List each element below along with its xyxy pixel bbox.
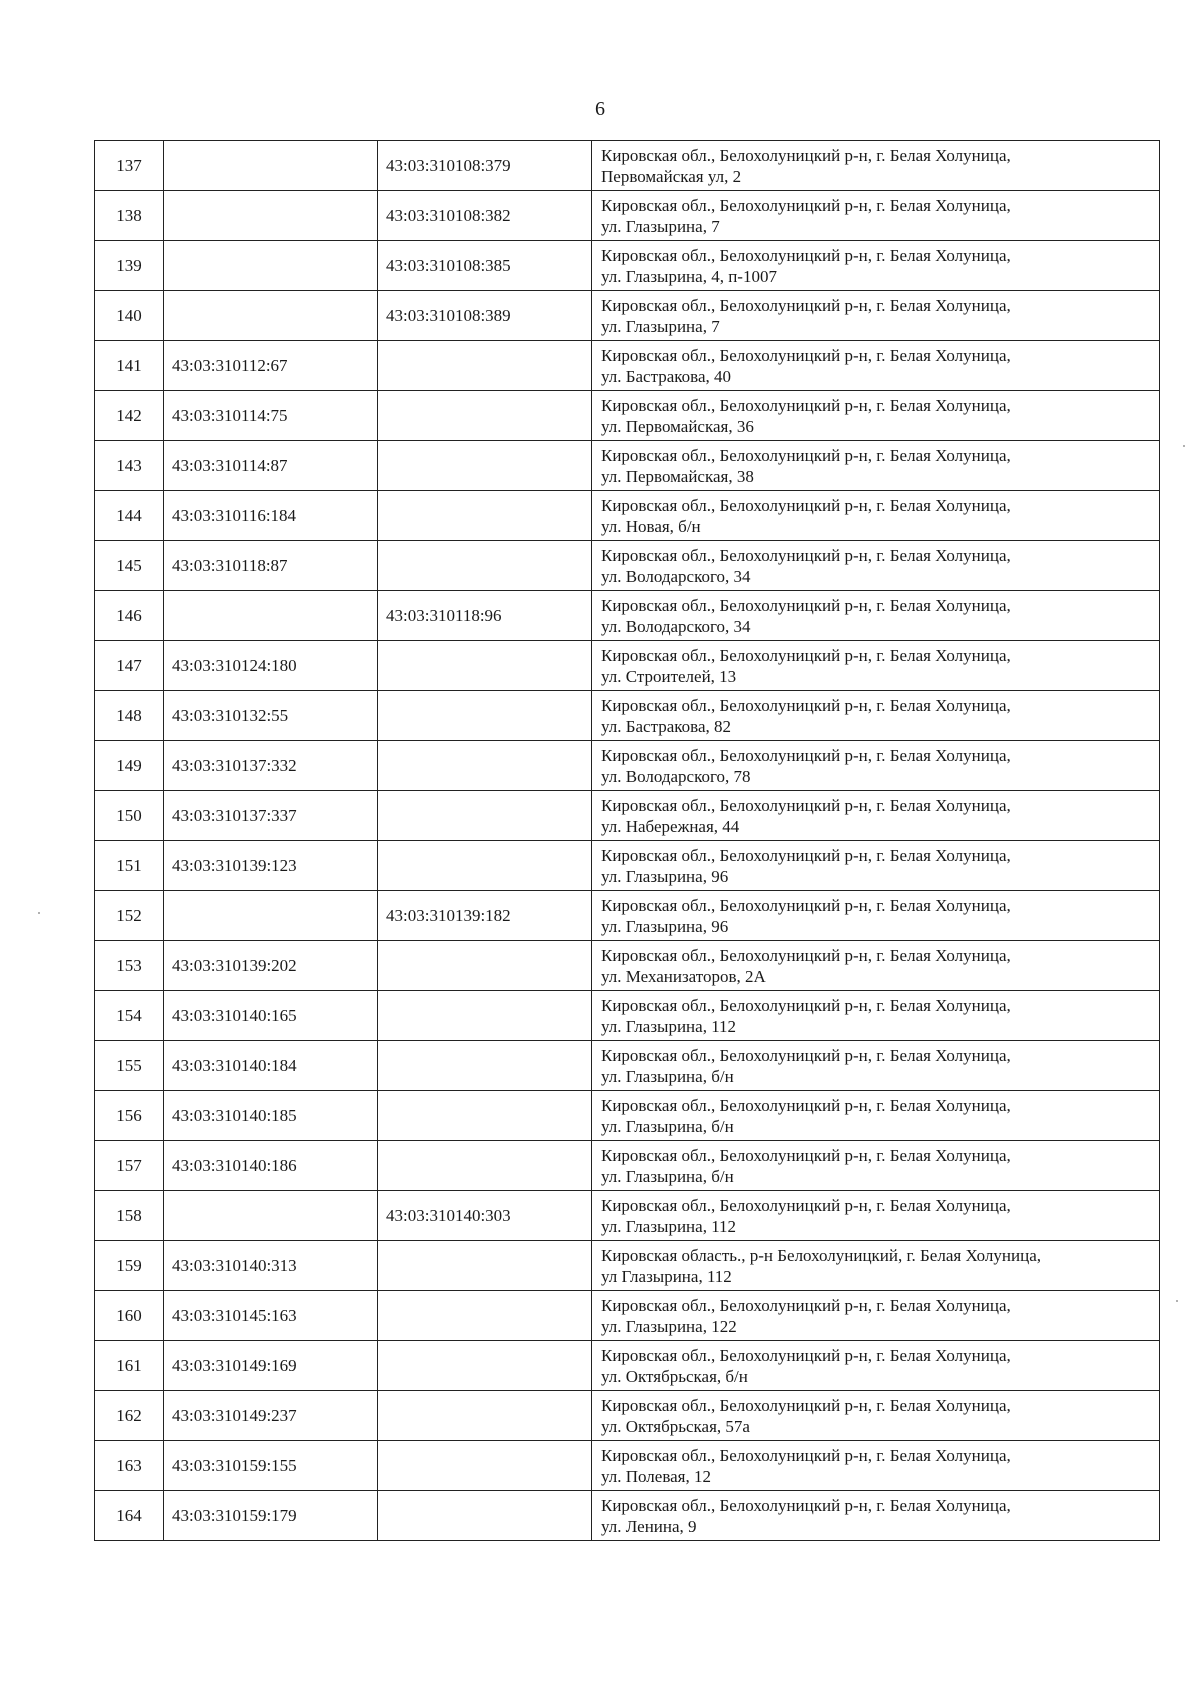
cadastral-number-secondary-cell: [378, 441, 592, 491]
address-line-2: ул. Первомайская, 36: [601, 416, 754, 436]
row-number-cell: 155: [95, 1041, 164, 1091]
address-line-1: Кировская обл., Белохолуницкий р-н, г. Белая Холуница,: [601, 1495, 1011, 1515]
address-line-1: Кировская обл., Белохолуницкий р-н, г. Белая Холуница,: [601, 495, 1011, 515]
row-number-cell: 137: [95, 141, 164, 191]
row-number-cell: 141: [95, 341, 164, 391]
table-row: [95, 191, 1160, 241]
address-cell: [592, 841, 1160, 891]
table-row: [95, 1291, 1160, 1341]
address-cell: [592, 891, 1160, 941]
address-cell: [592, 391, 1160, 441]
cadastral-number-cell: [164, 241, 378, 291]
address-line-1: Кировская обл., Белохолуницкий р-н, г. Белая Холуница,: [601, 1195, 1011, 1215]
cadastral-number-cell: 43:03:310140:186: [164, 1141, 378, 1191]
table-row: [95, 1091, 1160, 1141]
cadastral-number-cell: 43:03:310124:180: [164, 641, 378, 691]
cadastral-number-cell: 43:03:310114:75: [164, 391, 378, 441]
cadastral-number-secondary-cell: 43:03:310108:385: [378, 241, 592, 291]
scan-speck: [1176, 1300, 1178, 1302]
address-line-1: Кировская обл., Белохолуницкий р-н, г. Белая Холуница,: [601, 245, 1011, 265]
row-number-cell: 144: [95, 491, 164, 541]
address-line-2: ул. Глазырина, 96: [601, 866, 729, 886]
address-cell: [592, 341, 1160, 391]
address-cell: [592, 141, 1160, 191]
address-line-2: Первомайская ул, 2: [601, 166, 742, 186]
cadastral-number-secondary-cell: [378, 1391, 592, 1441]
row-number-cell: 145: [95, 541, 164, 591]
address-line-1: Кировская обл., Белохолуницкий р-н, г. Белая Холуница,: [601, 345, 1011, 365]
address-line-2: ул. Глазырина, б/н: [601, 1166, 734, 1186]
address-line-2: ул. Глазырина, 96: [601, 916, 729, 936]
table-row: [95, 791, 1160, 841]
address-line-2: ул. Володарского, 34: [601, 566, 751, 586]
address-line-1: Кировская обл., Белохолуницкий р-н, г. Белая Холуница,: [601, 995, 1011, 1015]
table-row: [95, 1241, 1160, 1291]
cadastral-number-cell: 43:03:310140:313: [164, 1241, 378, 1291]
cadastral-number-cell: 43:03:310139:202: [164, 941, 378, 991]
address-cell: [592, 1391, 1160, 1441]
address-line-1: Кировская обл., Белохолуницкий р-н, г. Белая Холуница,: [601, 195, 1011, 215]
table-row: [95, 491, 1160, 541]
address-line-1: Кировская обл., Белохолуницкий р-н, г. Белая Холуница,: [601, 1395, 1011, 1415]
address-cell: [592, 191, 1160, 241]
address-line-2: ул. Механизаторов, 2А: [601, 966, 766, 986]
registry-table-body: [95, 141, 1160, 1541]
cadastral-number-cell: [164, 591, 378, 641]
address-line-1: Кировская обл., Белохолуницкий р-н, г. Белая Холуница,: [601, 295, 1011, 315]
cadastral-number-secondary-cell: [378, 641, 592, 691]
cadastral-number-secondary-cell: [378, 841, 592, 891]
address-line-2: ул. Октябрьская, 57а: [601, 1416, 750, 1436]
address-line-1: Кировская обл., Белохолуницкий р-н, г. Белая Холуница,: [601, 595, 1011, 615]
address-cell: [592, 441, 1160, 491]
address-cell: [592, 1491, 1160, 1541]
row-number-cell: 147: [95, 641, 164, 691]
cadastral-number-secondary-cell: 43:03:310140:303: [378, 1191, 592, 1241]
cadastral-number-cell: 43:03:310118:87: [164, 541, 378, 591]
table-row: [95, 1441, 1160, 1491]
cadastral-number-cell: 43:03:310140:165: [164, 991, 378, 1041]
address-line-2: ул. Глазырина, 7: [601, 216, 720, 236]
address-line-2: ул. Полевая, 12: [601, 1466, 711, 1486]
cadastral-number-secondary-cell: 43:03:310108:379: [378, 141, 592, 191]
address-line-2: ул. Первомайская, 38: [601, 466, 754, 486]
address-line-2: ул. Володарского, 78: [601, 766, 751, 786]
address-line-2: ул. Бастракова, 82: [601, 716, 732, 736]
address-line-1: Кировская обл., Белохолуницкий р-н, г. Белая Холуница,: [601, 1445, 1011, 1465]
address-line-2: ул. Строителей, 13: [601, 666, 737, 686]
cadastral-number-cell: 43:03:310140:184: [164, 1041, 378, 1091]
row-number-cell: 164: [95, 1491, 164, 1541]
address-line-2: ул. Глазырина, б/н: [601, 1116, 734, 1136]
address-cell: [592, 491, 1160, 541]
cadastral-number-cell: 43:03:310159:155: [164, 1441, 378, 1491]
address-cell: [592, 591, 1160, 641]
row-number-cell: 162: [95, 1391, 164, 1441]
address-cell: [592, 1141, 1160, 1191]
row-number-cell: 146: [95, 591, 164, 641]
row-number-cell: 151: [95, 841, 164, 891]
cadastral-number-secondary-cell: [378, 941, 592, 991]
table-row: [95, 1041, 1160, 1091]
row-number-cell: 150: [95, 791, 164, 841]
address-line-2: ул Глазырина, 112: [601, 1266, 732, 1286]
cadastral-number-secondary-cell: [378, 1141, 592, 1191]
cadastral-number-secondary-cell: [378, 1091, 592, 1141]
row-number-cell: 156: [95, 1091, 164, 1141]
cadastral-number-cell: 43:03:310116:184: [164, 491, 378, 541]
page-number: 6: [595, 98, 605, 120]
address-line-1: Кировская обл., Белохолуницкий р-н, г. Белая Холуница,: [601, 695, 1011, 715]
cadastral-number-cell: 43:03:310145:163: [164, 1291, 378, 1341]
cadastral-number-cell: 43:03:310159:179: [164, 1491, 378, 1541]
cadastral-number-secondary-cell: [378, 541, 592, 591]
cadastral-number-cell: 43:03:310140:185: [164, 1091, 378, 1141]
address-cell: [592, 541, 1160, 591]
table-row: [95, 1141, 1160, 1191]
address-cell: [592, 241, 1160, 291]
row-number-cell: 158: [95, 1191, 164, 1241]
cadastral-number-cell: 43:03:310112:67: [164, 341, 378, 391]
address-cell: [592, 291, 1160, 341]
address-cell: [592, 941, 1160, 991]
address-line-2: ул. Бастракова, 40: [601, 366, 732, 386]
row-number-cell: 161: [95, 1341, 164, 1391]
cadastral-number-secondary-cell: [378, 1241, 592, 1291]
cadastral-number-cell: 43:03:310137:332: [164, 741, 378, 791]
address-line-1: Кировская обл., Белохолуницкий р-н, г. Белая Холуница,: [601, 395, 1011, 415]
row-number-cell: 148: [95, 691, 164, 741]
row-number-cell: 138: [95, 191, 164, 241]
cadastral-number-secondary-cell: [378, 741, 592, 791]
table-row: [95, 1491, 1160, 1541]
cadastral-number-cell: 43:03:310114:87: [164, 441, 378, 491]
table-row: [95, 841, 1160, 891]
address-line-2: ул. Набережная, 44: [601, 816, 740, 836]
cadastral-number-secondary-cell: [378, 391, 592, 441]
row-number-cell: 152: [95, 891, 164, 941]
address-cell: [592, 1241, 1160, 1291]
cadastral-number-secondary-cell: [378, 791, 592, 841]
address-line-1: Кировская область., р-н Белохолуницкий, г. Белая Холуница,: [601, 1245, 1042, 1265]
address-line-1: Кировская обл., Белохолуницкий р-н, г. Белая Холуница,: [601, 1345, 1011, 1365]
table-row: [95, 641, 1160, 691]
table-row: [95, 741, 1160, 791]
cadastral-number-cell: [164, 191, 378, 241]
address-line-1: Кировская обл., Белохолуницкий р-н, г. Белая Холуница,: [601, 545, 1011, 565]
address-line-2: ул. Глазырина, 112: [601, 1016, 737, 1036]
row-number-cell: 140: [95, 291, 164, 341]
address-line-1: Кировская обл., Белохолуницкий р-н, г. Белая Холуница,: [601, 1145, 1011, 1165]
address-line-1: Кировская обл., Белохолуницкий р-н, г. Белая Холуница,: [601, 1295, 1011, 1315]
address-cell: [592, 741, 1160, 791]
table-row: [95, 591, 1160, 641]
cadastral-number-cell: [164, 141, 378, 191]
cadastral-number-secondary-cell: [378, 1291, 592, 1341]
address-cell: [592, 1091, 1160, 1141]
cadastral-number-secondary-cell: [378, 1441, 592, 1491]
address-line-1: Кировская обл., Белохолуницкий р-н, г. Белая Холуница,: [601, 1045, 1011, 1065]
table-row: [95, 691, 1160, 741]
row-number-cell: 143: [95, 441, 164, 491]
address-line-1: Кировская обл., Белохолуницкий р-н, г. Белая Холуница,: [601, 445, 1011, 465]
address-line-1: Кировская обл., Белохолуницкий р-н, г. Белая Холуница,: [601, 1095, 1011, 1115]
address-cell: [592, 1441, 1160, 1491]
row-number-cell: 160: [95, 1291, 164, 1341]
address-line-2: ул. Володарского, 34: [601, 616, 751, 636]
address-cell: [592, 1041, 1160, 1091]
registry-table: [94, 140, 1160, 1541]
cadastral-number-secondary-cell: [378, 991, 592, 1041]
table-row: [95, 1191, 1160, 1241]
table-row: [95, 141, 1160, 191]
table-row: [95, 941, 1160, 991]
cadastral-number-secondary-cell: [378, 341, 592, 391]
table-row: [95, 891, 1160, 941]
table-row: [95, 441, 1160, 491]
row-number-cell: 142: [95, 391, 164, 441]
address-line-2: ул. Глазырина, 7: [601, 316, 720, 336]
cadastral-number-cell: 43:03:310139:123: [164, 841, 378, 891]
cadastral-number-cell: 43:03:310132:55: [164, 691, 378, 741]
address-line-1: Кировская обл., Белохолуницкий р-н, г. Белая Холуница,: [601, 745, 1011, 765]
row-number-cell: 163: [95, 1441, 164, 1491]
cadastral-number-secondary-cell: 43:03:310108:382: [378, 191, 592, 241]
cadastral-number-secondary-cell: [378, 491, 592, 541]
row-number-cell: 159: [95, 1241, 164, 1291]
table-row: [95, 1391, 1160, 1441]
table-row: [95, 291, 1160, 341]
row-number-cell: 154: [95, 991, 164, 1041]
table-row: [95, 241, 1160, 291]
cadastral-number-cell: [164, 891, 378, 941]
address-line-2: ул. Новая, б/н: [601, 516, 701, 536]
table-row: [95, 341, 1160, 391]
table-row: [95, 991, 1160, 1041]
cadastral-number-secondary-cell: 43:03:310139:182: [378, 891, 592, 941]
cadastral-number-secondary-cell: 43:03:310108:389: [378, 291, 592, 341]
table-row: [95, 1341, 1160, 1391]
address-line-2: ул. Глазырина, б/н: [601, 1066, 734, 1086]
address-line-1: Кировская обл., Белохолуницкий р-н, г. Белая Холуница,: [601, 945, 1011, 965]
row-number-cell: 139: [95, 241, 164, 291]
scan-speck: [38, 912, 40, 914]
cadastral-number-secondary-cell: [378, 1341, 592, 1391]
cadastral-number-secondary-cell: [378, 1491, 592, 1541]
table-row: [95, 541, 1160, 591]
address-cell: [592, 791, 1160, 841]
cadastral-number-cell: [164, 1191, 378, 1241]
row-number-cell: 153: [95, 941, 164, 991]
cadastral-number-cell: [164, 291, 378, 341]
cadastral-number-cell: 43:03:310137:337: [164, 791, 378, 841]
cadastral-number-secondary-cell: [378, 691, 592, 741]
row-number-cell: 157: [95, 1141, 164, 1191]
scan-speck: [1183, 445, 1185, 447]
address-cell: [592, 1191, 1160, 1241]
address-cell: [592, 641, 1160, 691]
address-line-2: ул. Октябрьская, б/н: [601, 1366, 748, 1386]
row-number-cell: 149: [95, 741, 164, 791]
address-cell: [592, 1341, 1160, 1391]
address-line-1: Кировская обл., Белохолуницкий р-н, г. Белая Холуница,: [601, 895, 1011, 915]
cadastral-number-secondary-cell: [378, 1041, 592, 1091]
address-line-2: ул. Ленина, 9: [601, 1516, 697, 1536]
address-line-1: Кировская обл., Белохолуницкий р-н, г. Белая Холуница,: [601, 795, 1011, 815]
cadastral-number-cell: 43:03:310149:237: [164, 1391, 378, 1441]
address-cell: [592, 691, 1160, 741]
address-line-2: ул. Глазырина, 112: [601, 1216, 737, 1236]
address-line-2: ул. Глазырина, 122: [601, 1316, 737, 1336]
address-line-2: ул. Глазырина, 4, п-1007: [601, 266, 777, 286]
address-line-1: Кировская обл., Белохолуницкий р-н, г. Белая Холуница,: [601, 845, 1011, 865]
cadastral-number-secondary-cell: 43:03:310118:96: [378, 591, 592, 641]
table-row: [95, 391, 1160, 441]
address-cell: [592, 991, 1160, 1041]
address-line-1: Кировская обл., Белохолуницкий р-н, г. Белая Холуница,: [601, 145, 1011, 165]
address-line-1: Кировская обл., Белохолуницкий р-н, г. Белая Холуница,: [601, 645, 1011, 665]
cadastral-number-cell: 43:03:310149:169: [164, 1341, 378, 1391]
address-cell: [592, 1291, 1160, 1341]
